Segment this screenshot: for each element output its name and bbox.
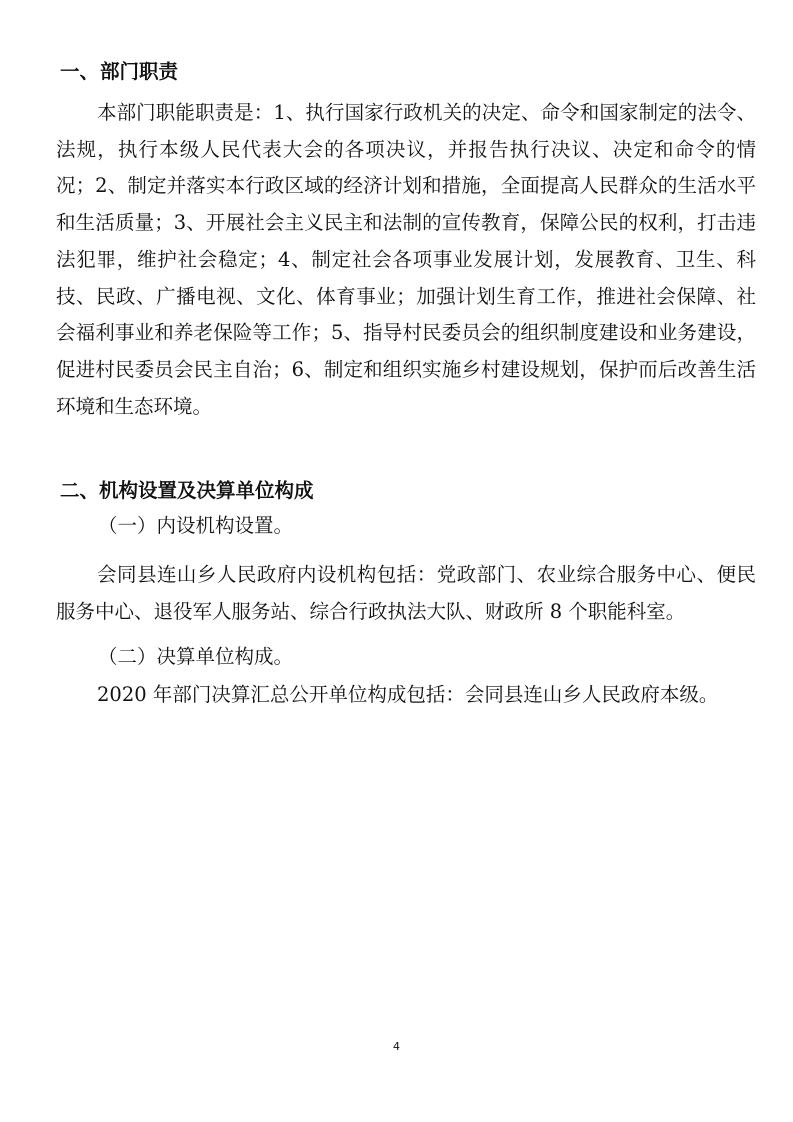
section-1-number: 一、 [60,60,100,83]
subsection-2-title: （二）决算单位构成。 [98,645,294,668]
subsection-1-title: （一）内设机构设置。 [98,514,294,537]
section-1-body: 本部门职能职责是：1、执行国家行政机关的决定、命令和国家制定的法令、法规，执行本级人民代表大会的各项决议，并报告执行决议、决定和命令的情况；2、制定并落实本行政区域的经济计划和措施，全面提高人民群众的生活水平和生活质量；3、开展社会主义民主和法制的宣传教育，保障公民的权利，打击违法犯罪，维护社会稳定；4、制定社会各项事业发展计划，发展教育、卫生、科技、民政、广播电视、文化、体育事业；加强计划生育工作，推进社会保障、社会福利事业和养老保险等工作；5、指导村民委员会的组织制度建设和业务建设，促进村民委员会民主自治；6、制定和组织实施乡村建设规划，保护而后改善生活环境和生态环境。 [56,101,756,418]
subsection-1-body: 会同县连山乡人民政府内设机构包括：党政部门、农业综合服务中心、便民服务中心、退役军人服务站、综合行政执法大队、财政所 8 个职能科室。 [56,563,756,623]
page-number: 4 [393,1040,400,1053]
section-1-heading [60,60,178,84]
subsection-2-body: 2020 年部门决算汇总公开单位构成包括：会同县连山乡人民政府本级。 [97,683,719,706]
section-1-title: 部门职责 [100,60,179,83]
section-2-heading: 二、机构设置及决算单位构成 [60,479,314,502]
